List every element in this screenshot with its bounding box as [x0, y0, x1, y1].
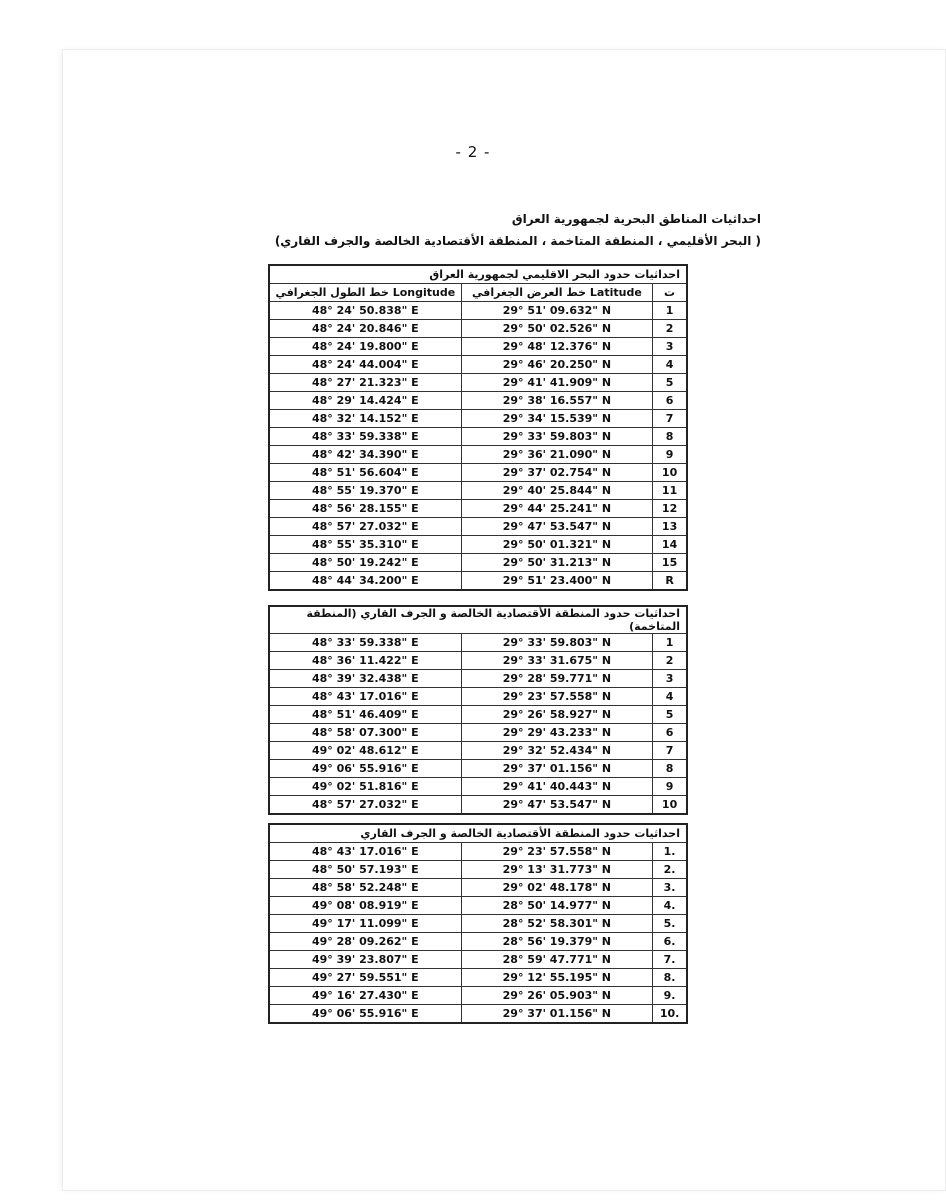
- index-column-header: ت: [653, 284, 687, 302]
- table-row: [269, 572, 687, 591]
- table-row: [269, 302, 687, 320]
- table-row: [269, 933, 687, 951]
- longitude-cell: 48° 39' 32.438" E: [269, 670, 461, 688]
- index-cell: 8.: [653, 969, 687, 987]
- index-cell: 6.: [653, 933, 687, 951]
- table-row: [269, 536, 687, 554]
- page-number: - 2 -: [455, 143, 491, 161]
- latitude-cell: 29° 51' 09.632" N: [461, 302, 653, 320]
- table-row: [269, 392, 687, 410]
- table-row: [269, 338, 687, 356]
- longitude-cell: 48° 51' 46.409" E: [269, 706, 461, 724]
- index-cell: 8: [653, 760, 687, 778]
- latitude-cell: 29° 50' 31.213" N: [461, 554, 653, 572]
- latitude-cell: 29° 41' 41.909" N: [461, 374, 653, 392]
- table-row: [269, 482, 687, 500]
- longitude-column-header: خط الطول الجغرافي Longitude: [269, 284, 461, 302]
- table-row: [269, 915, 687, 933]
- index-cell: 5: [653, 374, 687, 392]
- latitude-cell: 28° 56' 19.379" N: [461, 933, 653, 951]
- table-row: [269, 742, 687, 760]
- longitude-cell: 48° 50' 57.193" E: [269, 861, 461, 879]
- index-cell: 10.: [653, 1005, 687, 1024]
- longitude-cell: 48° 55' 35.310" E: [269, 536, 461, 554]
- longitude-cell: 49° 02' 51.816" E: [269, 778, 461, 796]
- table-row: [269, 374, 687, 392]
- table-row: [269, 1005, 687, 1024]
- table-row: [269, 652, 687, 670]
- latitude-cell: 29° 50' 02.526" N: [461, 320, 653, 338]
- latitude-cell: 29° 48' 12.376" N: [461, 338, 653, 356]
- index-cell: 14: [653, 536, 687, 554]
- latitude-cell: 29° 37' 01.156" N: [461, 1005, 653, 1024]
- latitude-cell: 29° 47' 53.547" N: [461, 796, 653, 815]
- longitude-cell: 49° 02' 48.612" E: [269, 742, 461, 760]
- longitude-cell: 48° 55' 19.370" E: [269, 482, 461, 500]
- longitude-cell: 49° 28' 09.262" E: [269, 933, 461, 951]
- table-row: [269, 861, 687, 879]
- index-cell: 8: [653, 428, 687, 446]
- table-row: [269, 879, 687, 897]
- table-row: [269, 356, 687, 374]
- latitude-cell: 29° 26' 05.903" N: [461, 987, 653, 1005]
- table-title-row: [269, 824, 687, 843]
- longitude-cell: 48° 51' 56.604" E: [269, 464, 461, 482]
- contiguous-zone-table: [268, 605, 688, 815]
- index-cell: 10: [653, 464, 687, 482]
- latitude-cell: 29° 50' 01.321" N: [461, 536, 653, 554]
- longitude-cell: 48° 43' 17.016" E: [269, 688, 461, 706]
- longitude-cell: 48° 58' 07.300" E: [269, 724, 461, 742]
- longitude-cell: 49° 27' 59.551" E: [269, 969, 461, 987]
- longitude-cell: 48° 24' 19.800" E: [269, 338, 461, 356]
- longitude-cell: 48° 29' 14.424" E: [269, 392, 461, 410]
- index-cell: 7.: [653, 951, 687, 969]
- table-header-row: [269, 284, 687, 302]
- index-cell: 15: [653, 554, 687, 572]
- longitude-cell: 48° 24' 20.846" E: [269, 320, 461, 338]
- table-row: [269, 897, 687, 915]
- longitude-cell: 49° 08' 08.919" E: [269, 897, 461, 915]
- table-row: [269, 688, 687, 706]
- territorial-sea-table-title: احداثيات حدود البحر الاقليمي لجمهورية العراق: [269, 265, 687, 284]
- longitude-cell: 48° 44' 34.200" E: [269, 572, 461, 591]
- table-row: [269, 778, 687, 796]
- latitude-cell: 29° 46' 20.250" N: [461, 356, 653, 374]
- index-cell: 3: [653, 670, 687, 688]
- latitude-column-header: خط العرض الجغرافي Latitude: [461, 284, 653, 302]
- latitude-cell: 29° 13' 31.773" N: [461, 861, 653, 879]
- index-cell: 6: [653, 392, 687, 410]
- contiguous-zone-table-title: احداثيات حدود المنطقة الأقتصادية الخالصة و الجرف القاري (المنطقة المتاخمة): [269, 606, 687, 634]
- index-cell: 2: [653, 320, 687, 338]
- latitude-cell: 29° 36' 21.090" N: [461, 446, 653, 464]
- longitude-cell: 48° 57' 27.032" E: [269, 518, 461, 536]
- longitude-cell: 48° 42' 34.390" E: [269, 446, 461, 464]
- index-cell: 10: [653, 796, 687, 815]
- longitude-cell: 48° 58' 52.248" E: [269, 879, 461, 897]
- longitude-cell: 48° 36' 11.422" E: [269, 652, 461, 670]
- latitude-cell: 29° 28' 59.771" N: [461, 670, 653, 688]
- table-row: [269, 500, 687, 518]
- table-row: [269, 464, 687, 482]
- latitude-cell: 29° 23' 57.558" N: [461, 843, 653, 861]
- index-cell: 7: [653, 742, 687, 760]
- latitude-cell: 28° 59' 47.771" N: [461, 951, 653, 969]
- table-row: [269, 446, 687, 464]
- table-row: [269, 320, 687, 338]
- longitude-cell: 48° 33' 59.338" E: [269, 634, 461, 652]
- index-cell: 3: [653, 338, 687, 356]
- eez-table-title: احداثيات حدود المنطقة الأقتصادية الخالصة و الجرف القاري: [269, 824, 687, 843]
- index-cell: 2: [653, 652, 687, 670]
- table-row: [269, 428, 687, 446]
- index-cell: 5.: [653, 915, 687, 933]
- latitude-cell: 29° 33' 59.803" N: [461, 428, 653, 446]
- longitude-cell: 49° 16' 27.430" E: [269, 987, 461, 1005]
- index-cell: 1: [653, 302, 687, 320]
- longitude-cell: 48° 27' 21.323" E: [269, 374, 461, 392]
- territorial-sea-table: [268, 264, 688, 591]
- latitude-cell: 29° 33' 31.675" N: [461, 652, 653, 670]
- table-row: [269, 518, 687, 536]
- latitude-cell: 29° 47' 53.547" N: [461, 518, 653, 536]
- latitude-cell: 29° 33' 59.803" N: [461, 634, 653, 652]
- index-cell: 5: [653, 706, 687, 724]
- table-row: [269, 760, 687, 778]
- index-cell: 3.: [653, 879, 687, 897]
- longitude-cell: 49° 06' 55.916" E: [269, 760, 461, 778]
- heading-title: احداثيات المناطق البحرية لجمهورية العراق: [511, 212, 761, 226]
- table-row: [269, 843, 687, 861]
- latitude-cell: 29° 12' 55.195" N: [461, 969, 653, 987]
- latitude-cell: 29° 02' 48.178" N: [461, 879, 653, 897]
- index-cell: 2.: [653, 861, 687, 879]
- longitude-cell: 48° 33' 59.338" E: [269, 428, 461, 446]
- index-cell: 13: [653, 518, 687, 536]
- index-cell: 11: [653, 482, 687, 500]
- table-title-row: [269, 265, 687, 284]
- index-cell: R: [653, 572, 687, 591]
- index-cell: 12: [653, 500, 687, 518]
- longitude-cell: 49° 39' 23.807" E: [269, 951, 461, 969]
- longitude-cell: 48° 56' 28.155" E: [269, 500, 461, 518]
- index-cell: 1.: [653, 843, 687, 861]
- latitude-cell: 29° 34' 15.539" N: [461, 410, 653, 428]
- table-row: [269, 634, 687, 652]
- heading-subtitle: ( البحر الأقليمي ، المنطقة المتاخمة ، المنطقة الأقتصادية الخالصة والجرف القاري): [274, 234, 761, 248]
- index-cell: 9: [653, 778, 687, 796]
- latitude-cell: 28° 52' 58.301" N: [461, 915, 653, 933]
- latitude-cell: 29° 40' 25.844" N: [461, 482, 653, 500]
- latitude-cell: 29° 29' 43.233" N: [461, 724, 653, 742]
- latitude-cell: 29° 26' 58.927" N: [461, 706, 653, 724]
- document-heading: [275, 208, 761, 252]
- latitude-cell: 28° 50' 14.977" N: [461, 897, 653, 915]
- table-row: [269, 724, 687, 742]
- table-row: [269, 554, 687, 572]
- latitude-cell: 29° 38' 16.557" N: [461, 392, 653, 410]
- longitude-cell: 48° 24' 50.838" E: [269, 302, 461, 320]
- latitude-cell: 29° 23' 57.558" N: [461, 688, 653, 706]
- index-cell: 9.: [653, 987, 687, 1005]
- latitude-cell: 29° 51' 23.400" N: [461, 572, 653, 591]
- longitude-cell: 49° 17' 11.099" E: [269, 915, 461, 933]
- longitude-cell: 48° 24' 44.004" E: [269, 356, 461, 374]
- latitude-cell: 29° 37' 01.156" N: [461, 760, 653, 778]
- longitude-cell: 48° 50' 19.242" E: [269, 554, 461, 572]
- table-row: [269, 987, 687, 1005]
- index-cell: 1: [653, 634, 687, 652]
- table-row: [269, 796, 687, 815]
- eez-continental-shelf-table: [268, 823, 688, 1024]
- index-cell: 4: [653, 356, 687, 374]
- latitude-cell: 29° 37' 02.754" N: [461, 464, 653, 482]
- longitude-cell: 49° 06' 55.916" E: [269, 1005, 461, 1024]
- table-row: [269, 969, 687, 987]
- table-row: [269, 951, 687, 969]
- index-cell: 4: [653, 688, 687, 706]
- latitude-cell: 29° 41' 40.443" N: [461, 778, 653, 796]
- longitude-cell: 48° 32' 14.152" E: [269, 410, 461, 428]
- longitude-cell: 48° 43' 17.016" E: [269, 843, 461, 861]
- table-row: [269, 670, 687, 688]
- index-cell: 9: [653, 446, 687, 464]
- table-row: [269, 706, 687, 724]
- index-cell: 4.: [653, 897, 687, 915]
- table-title-row: [269, 606, 687, 634]
- latitude-cell: 29° 44' 25.241" N: [461, 500, 653, 518]
- index-cell: 7: [653, 410, 687, 428]
- index-cell: 6: [653, 724, 687, 742]
- table-row: [269, 410, 687, 428]
- latitude-cell: 29° 32' 52.434" N: [461, 742, 653, 760]
- longitude-cell: 48° 57' 27.032" E: [269, 796, 461, 815]
